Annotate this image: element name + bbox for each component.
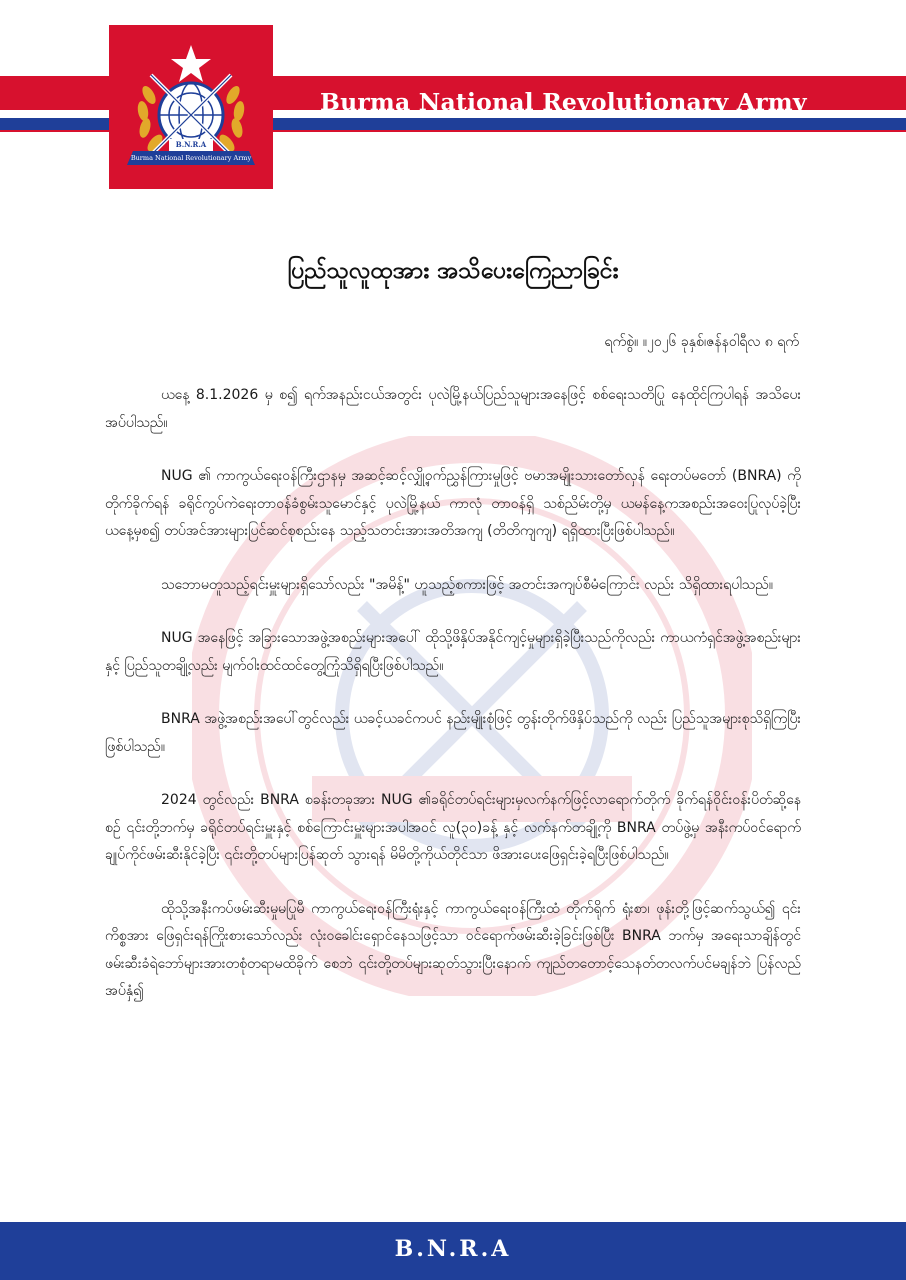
logo-abbr-text: B.N.R.A <box>175 140 207 149</box>
paragraph: 2024 တွင်လည်း BNRA စခန်းတခုအား NUG ၏ခရိုင်တပ်ရင်းများမှလက်နက်ဖြင့်လာရောက်တိုက် ခိုက်ရန်ဝိုင်းဝန်းပိတ်ဆို့နေစဉ် ၎င်းတို့ဘက်မှ ခရိုင်တပ်ရင်းမှူးနှင့် စစ်ကြောင်းမှူးများအပါအဝင် လူ(၃၀)ခန့် နှင့် လက်နက်တချို့ကို BNRA တပ်ဖွဲ့မှ အနီးကပ်ဝင်ရောက်ချုပ်ကိုင်ဖမ်းဆီးနိုင်ခဲ့ပြီး ၎င်းတို့တပ်များပြန်ဆုတ် သွားရန် မိမိတို့ကိုယ်တိုင်သာ ဖိအားပေးဖြေရှင်းခဲ့ရပြီးဖြစ်ပါသည်။ <box>105 792 801 863</box>
bnra-emblem-icon <box>109 25 273 189</box>
logo-banner-text: Burma National Revolutionary Army <box>130 154 252 162</box>
document-title: ပြည်သူလူထုအား အသိပေးကြေညာခြင်း <box>287 258 619 284</box>
paragraph: ယနေ့ 8.1.2026 မှ စ၍ ရက်အနည်းငယ်အတွင်း ပုလဲမြို့နယ်ပြည်သူများအနေဖြင့် စစ်ရေးသတိပြု နေထိုင်ကြပါရန် အသိပေးအပ်ပါသည်။ <box>105 387 801 431</box>
document-body <box>105 382 801 1032</box>
paragraph: ထိုသို့အနီးကပ်ဖမ်းဆီးမှုမပြုမီ ကာကွယ်ရေးဝန်ကြီးရုံးနှင့် ကာကွယ်ရေးဝန်ကြီးထံ တိုက်ရိုက် ရုံးစာ၊ ဖုန်းတို့ဖြင့်ဆက်သွယ်၍ ၎င်းကိစ္စအား ဖြေရှင်းရန်ကြိုးစားသော်လည်း လုံးဝခေါင်းရှောင်နေသဖြင့်သာ ဝင်ရောက်ဖမ်းဆီးခဲ့ခြင်းဖြစ်ပြီး BNRA ဘက်မှ အရေးသာချိန်တွင် ဖမ်းဆီးခံရဲဘော်များအားတစုံတရာမထိခိုက် စေဘဲ ၎င်းတို့တပ်များဆုတ်သွားပြီးနောက် ကျည်တတောင့်သေနတ်တလက်ပင်မချန်ဘဲ ပြန်လည် အပ်နှံ၍ <box>105 900 801 999</box>
paragraph: သဘောမတူသည့်ရင်းမှူးများရှိသော်လည်း "အမိန့်" ဟူသည့်စကားဖြင့် အတင်းအကျပ်စီမံကြောင်း လည်း သိရှိထားရပါသည်။ <box>161 576 773 593</box>
org-name: Burma National Revolutionary Army <box>320 88 807 116</box>
paragraph: NUG အနေဖြင့် အခြားသောအဖွဲ့အစည်းများအပေါ် ထိုသို့ဖိနှိပ်အနိုင်ကျင့်မှုများရှိခဲ့ပြီးသည်ကိုလည်း ကာယကံရှင်အဖွဲ့အစည်းများနှင့် ပြည်သူတချို့လည်း မျက်ဝါးထင်ထင်တွေ့ကြုံသိရှိရပြီးဖြစ်ပါသည်။ <box>105 630 801 674</box>
footer-text: B.N.R.A <box>394 1236 512 1262</box>
paragraph: BNRA အဖွဲ့အစည်းအပေါ်တွင်လည်း ယခင့်ယခင်ကပင် နည်းမျိုးစုံဖြင့် တွန်းတိုက်ဖိနှိပ်သည်ကို လည်း ပြည်သူအများစုသိရှိကြပြီးဖြစ်ပါသည်။ <box>105 711 801 755</box>
paragraph: NUG ၏ ကာကွယ်ရေးဝန်ကြီးဌာနမှ အဆင့်ဆင့်လျှို့ဝှက်ညွှန်ကြားမှုဖြင့် ဗမာအမျိုးသားတော်လှန် ရေးတပ်မတော် (BNRA) ကိုတိုက်ခိုက်ရန် ခရိုင်ကွပ်ကဲရေးတာဝန်ခံစွမ်းသူမောင်နှင့် ပုလဲမြို့နယ် ကာလုံ တာဝန်ရှိ သစ်ညိမ်းတို့မှ ယမန်နေ့ကအစည်းအဝေးပြုလုပ်ခဲ့ပြီး ယနေ့မှစ၍ တပ်အင်အားများပြင်ဆင်စုစည်းနေ သည့်သတင်းအားအတိအကျ (တိတိကျကျ) ရရှိထားပြီးဖြစ်ပါသည်။ <box>105 468 801 539</box>
document-date: ရက်စွဲ။ ။၂၀၂၆ ခုနှစ်၊ဇန်နဝါရီလ ၈ ရက် <box>604 334 799 350</box>
logo <box>109 25 273 189</box>
